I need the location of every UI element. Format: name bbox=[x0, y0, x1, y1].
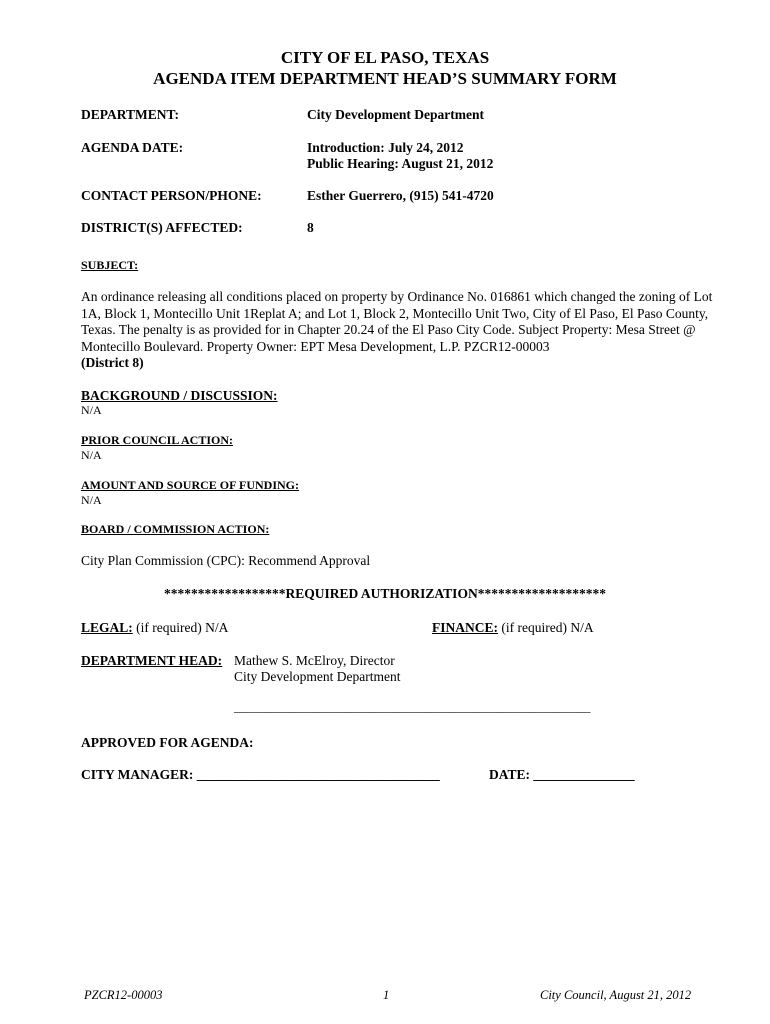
legal-line bbox=[81, 620, 228, 636]
dept-head-label bbox=[81, 653, 222, 669]
city-manager-signature: CITY MANAGER: ____________________________________ bbox=[81, 767, 440, 782]
footer-meeting: City Council, August 21, 2012 bbox=[540, 988, 692, 1002]
contact-label: CONTACT PERSON/PHONE: bbox=[81, 188, 262, 203]
agenda-date-hearing: Public Hearing: August 21, 2012 bbox=[307, 156, 494, 171]
funding-value: N/A bbox=[81, 493, 102, 507]
dept-head-label-text: DEPARTMENT HEAD: bbox=[81, 653, 223, 668]
legal-value: (if required) N/A bbox=[132, 620, 229, 635]
board-heading: BOARD / COMMISSION ACTION: bbox=[81, 522, 270, 536]
prior-council-value: N/A bbox=[81, 448, 102, 462]
district-label: DISTRICT(S) AFFECTED: bbox=[81, 220, 243, 235]
authorization-banner: ******************REQUIRED AUTHORIZATION******************* bbox=[164, 586, 606, 601]
subject-district: (District 8) bbox=[81, 355, 144, 370]
subject-text bbox=[81, 289, 721, 372]
dept-head-name: Mathew S. McElroy, Director bbox=[234, 653, 395, 668]
department-value: City Development Department bbox=[307, 107, 484, 122]
background-value: N/A bbox=[81, 403, 102, 417]
dept-head-dept: City Development Department bbox=[234, 669, 401, 684]
finance-line bbox=[432, 620, 594, 636]
funding-heading: AMOUNT AND SOURCE OF FUNDING: bbox=[81, 478, 300, 492]
prior-council-heading: PRIOR COUNCIL ACTION: bbox=[81, 433, 234, 447]
form-title-line1: CITY OF EL PASO, TEXAS bbox=[280, 48, 490, 67]
subject-body: An ordinance releasing all conditions placed on property by Ordinance No. 016861 which changed the zoning of Lot 1A, Block 1, Montecillo Unit 1Replat A; and Lot 1, Block 2, Montecillo Unit Two, City of El Paso, El Paso County, Texas. The penalty is as provided for in Chapter 20.24 of the El Paso City Code. Subject Property: Mesa Street @ Montecillo Boulevard. Property Owner: EPT Mesa Development, L.P. PZCR12-00003 bbox=[81, 289, 713, 354]
background-heading: BACKGROUND / DISCUSSION: bbox=[81, 388, 278, 403]
signature-line: ______________________________________________________________ bbox=[234, 702, 591, 714]
approved-for-agenda: APPROVED FOR AGENDA: bbox=[81, 735, 254, 750]
finance-label: FINANCE: bbox=[432, 620, 498, 635]
subject-heading: SUBJECT: bbox=[81, 258, 139, 272]
agenda-date-intro: Introduction: July 24, 2012 bbox=[307, 140, 464, 155]
agenda-date-label: AGENDA DATE: bbox=[81, 140, 184, 155]
date-signature: DATE: _______________ bbox=[489, 767, 635, 782]
footer-page-number: 1 bbox=[383, 988, 390, 1002]
form-title-line2: AGENDA ITEM DEPARTMENT HEAD’S SUMMARY FORM bbox=[153, 69, 617, 88]
finance-value: (if required) N/A bbox=[498, 620, 594, 635]
board-value: City Plan Commission (CPC): Recommend Approval bbox=[81, 553, 371, 568]
contact-value: Esther Guerrero, (915) 541-4720 bbox=[307, 188, 494, 203]
footer-case-number: PZCR12-00003 bbox=[84, 988, 163, 1002]
district-value: 8 bbox=[307, 220, 314, 235]
department-label: DEPARTMENT: bbox=[81, 107, 180, 122]
legal-label: LEGAL: bbox=[81, 620, 133, 635]
